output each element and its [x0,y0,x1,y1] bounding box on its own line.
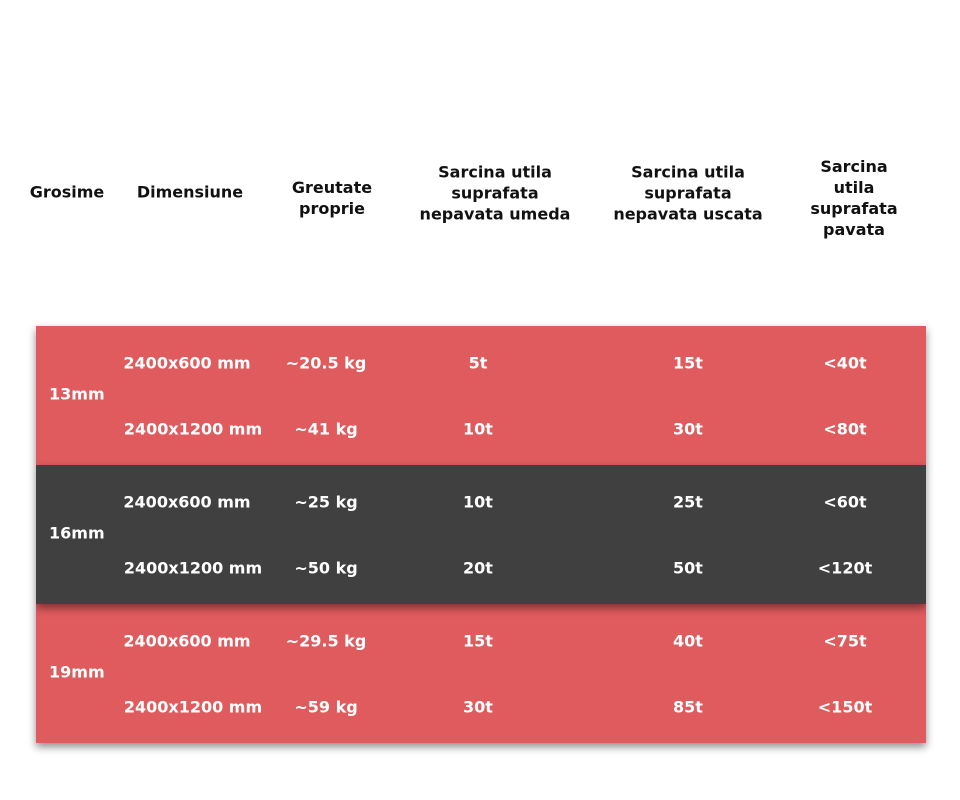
wet-load-cell: 20t [463,558,493,578]
dry-load-cell: 15t [673,353,703,373]
header-weight: Greutate proprie [291,178,373,218]
paved-load-cell: <40t [823,353,867,373]
dry-load-cell: 85t [673,697,703,717]
weight-cell: ~29.5 kg [285,631,367,651]
paved-load-cell: <75t [823,631,867,651]
weight-cell: ~50 kg [294,558,358,578]
dimension-cell: 2400x1200 mm [123,419,263,439]
dimension-cell: 2400x1200 mm [123,697,263,717]
dry-load-cell: 25t [673,492,703,512]
header-load-paved: Sarcina utila suprafata pavata [810,157,898,239]
paved-load-cell: <60t [823,492,867,512]
group-13mm [36,326,926,465]
weight-cell: ~59 kg [294,697,358,717]
dimension-cell: 2400x1200 mm [123,558,263,578]
paved-load-cell: <80t [823,419,867,439]
wet-load-cell: 15t [463,631,493,651]
group-19mm [36,604,926,743]
paved-load-cell: <150t [817,697,873,717]
group-16mm [36,465,926,604]
weight-cell: ~20.5 kg [285,353,367,373]
paved-load-cell: <120t [817,558,873,578]
wet-load-cell: 10t [463,419,493,439]
thickness-label: 19mm [49,662,105,682]
dry-load-cell: 30t [673,419,703,439]
header-load-dry: Sarcina utila suprafata nepavata uscata [613,162,763,224]
dry-load-cell: 40t [673,631,703,651]
wet-load-cell: 30t [463,697,493,717]
weight-cell: ~25 kg [294,492,358,512]
wet-load-cell: 10t [463,492,493,512]
dry-load-cell: 50t [673,558,703,578]
header-dimension: Dimensiune [136,182,244,202]
thickness-label: 16mm [49,523,105,543]
wet-load-cell: 5t [468,353,488,373]
header-thickness: Grosime [29,182,105,202]
thickness-label: 13mm [49,384,105,404]
dimension-cell: 2400x600 mm [123,353,251,373]
dimension-cell: 2400x600 mm [123,492,251,512]
weight-cell: ~41 kg [294,419,358,439]
header-load-wet: Sarcina utila suprafata nepavata umeda [419,162,571,224]
dimension-cell: 2400x600 mm [123,631,251,651]
